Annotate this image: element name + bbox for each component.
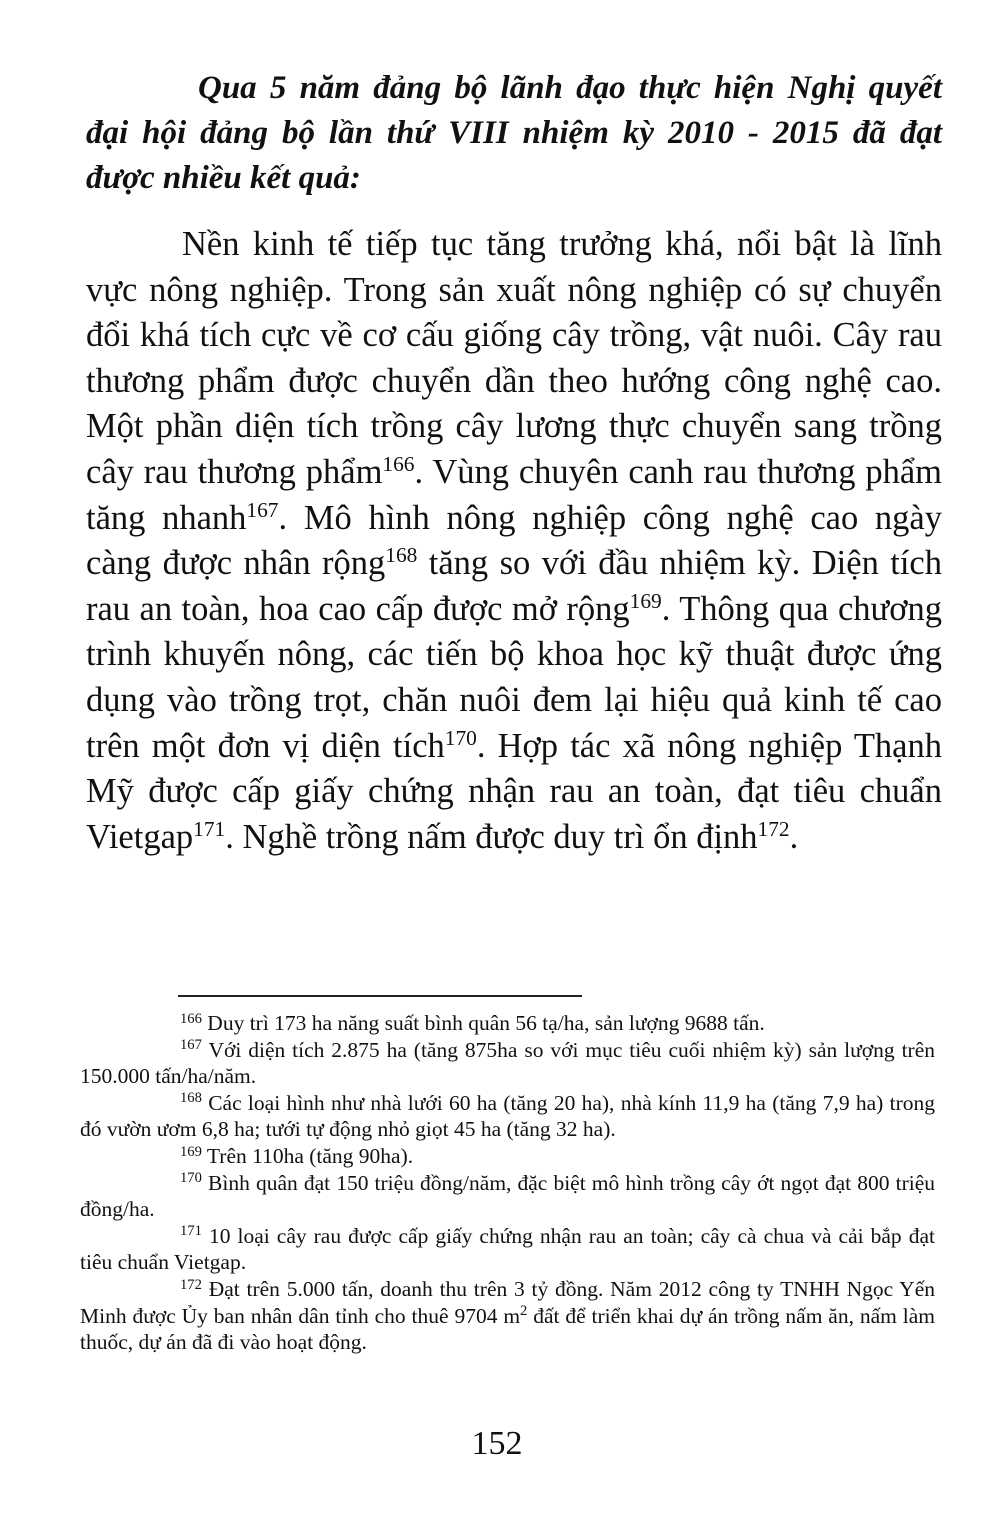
body-text-segment: . Vùng chuyên canh rau thương phẩm tăng nhanh [86,452,942,537]
footnotes [80,1010,935,1356]
footnote-text: đất để triển khai dự án trồng nấm ăn, nấm làm thuốc, dự án đã đi vào hoạt động. [80,1303,935,1355]
footnote-text: Trên 110ha (tăng 90ha). [201,1143,414,1168]
footnote-text: Với diện tích 2.875 ha (tăng 875ha so với mục tiêu cuối nhiệm kỳ) sản lượng trên 150.000 tấn/ha/năm. [80,1037,935,1089]
footnote [80,1223,935,1276]
footnote-text: Duy trì 173 ha năng suất bình quân 56 tạ/ha, sản lượng 9688 tấn. [201,1011,765,1035]
body-text-segment: . Hợp tác xã nông nghiệp Thạnh Mỹ được cấp giấy chứng nhận rau an toàn, đạt tiêu chuẩn Vietgap [86,726,942,856]
footnote-ref: 172 [757,816,790,841]
footnote-text: Bình quân đạt 150 triệu đồng/năm, đặc biệt mô hình trồng cây ớt ngọt đạt 800 triệu đồng/ha. [80,1170,935,1222]
footnote-ref: 171 [193,816,226,841]
body-paragraph [86,222,942,860]
footnote-number: 172 [180,1276,202,1293]
footnote-number: 169 [180,1143,202,1160]
footnote-number: 166 [180,1010,202,1027]
footnote-ref: 170 [444,725,477,750]
footnote-ref: 169 [629,589,662,613]
body-text-segment: . Nghề trồng nấm được duy trì ổn định [225,817,758,856]
section-heading: Qua 5 năm đảng bộ lãnh đạo thực hiện Nghị quyết đại hội đảng bộ lần thứ VIII nhiệm kỳ 2010 - 2015 đã đạt được nhiều kết quả: [86,70,942,196]
footnote [80,1276,935,1356]
page-number: 152 [471,1425,523,1462]
body-text-segment: . [789,817,799,856]
body-text-segment: . Thông qua chương trình khuyến nông, các tiến bộ khoa học kỹ thuật được ứng dụng vào trồng trọt, chăn nuôi đem lại hiệu quả kinh tế cao trên một đơn vị diện tích [86,589,942,765]
body-text-segment: . Mô hình nông nghiệp công nghệ cao ngày càng được nhân rộng [86,498,942,583]
footnote-ref: 168 [385,543,418,568]
body-text-segment: Nền kinh tế tiếp tục tăng trưởng khá, nổi bật là lĩnh vực nông nghiệp. Trong sản xuất nông nghiệp có sự chuyển đổi khá tích cực về cơ cấu giống cây trồng, vật nuôi. Cây rau thương phẩm được chuyển dần theo hướng công nghệ cao. Một phần diện tích trồng cây lương thực chuyển sang trồng cây rau thương phẩm [86,225,942,491]
footnote-number: 170 [180,1170,202,1187]
footnote [80,1090,935,1143]
footnote [80,1037,935,1090]
footnote-separator [178,995,582,997]
footnote-ref: 166 [382,452,415,477]
footnote-text: Các loại hình như nhà lưới 60 ha (tăng 20 ha), nhà kính 11,9 ha (tăng 7,9 ha) trong đó vườn ươm 6,8 ha; tưới tự động nhỏ giọt 45 ha (tăng 32 ha). [80,1090,935,1142]
footnote-number: 168 [180,1090,202,1107]
footnote-number: 167 [180,1037,202,1054]
body-text-segment: tăng so với đầu nhiệm kỳ. Diện tích rau an toàn, hoa cao cấp được mở rộng [86,544,942,628]
footnote [80,1143,935,1170]
footnote-text: 10 loại cây rau được cấp giấy chứng nhận rau an toàn; cây cà chua và cải bắp đạt tiêu chuẩn Vietgap. [80,1223,935,1275]
footnote [80,1170,935,1223]
footnote-number: 171 [180,1223,202,1240]
unit-superscript: 2 [520,1303,528,1320]
footnote [80,1010,935,1037]
footnote-text: Đạt trên 5.000 tấn, doanh thu trên 3 tỷ đồng. Năm 2012 công ty TNHH Ngọc Yến Minh được Ủy ban nhân dân tỉnh cho thuê 9704 m [80,1276,935,1328]
footnote-ref: 167 [246,497,279,522]
